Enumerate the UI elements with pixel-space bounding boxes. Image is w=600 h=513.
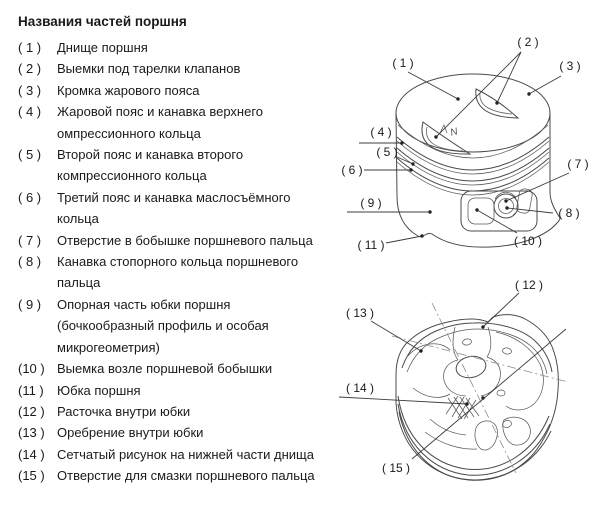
item-text-line: Юбка поршня — [57, 382, 141, 398]
callout-label-11: ( 11 ) — [357, 238, 385, 252]
callout-label-13: ( 13 ) — [345, 306, 375, 320]
item-text-line: микрогеометрия) — [57, 339, 160, 355]
callout-label-15: ( 15 ) — [381, 461, 411, 475]
center-axis-line — [432, 303, 516, 473]
item-number: (12 ) — [18, 403, 45, 419]
item-number: (15 ) — [18, 468, 45, 484]
callout-label-7: ( 7 ) — [567, 157, 589, 171]
item-number: ( 2 ) — [18, 61, 42, 77]
callout-label-10: ( 10 ) — [513, 234, 543, 248]
item-text-line: Расточка внутри юбки — [57, 403, 191, 419]
item-text-line: Днище поршня — [57, 40, 148, 55]
callout-label-12: ( 12 ) — [514, 278, 544, 292]
callout-label-4: ( 4 ) — [370, 125, 392, 139]
item-number: ( 3 ) — [18, 82, 42, 98]
callout-leader-lines — [339, 52, 569, 459]
item-number: ( 5 ) — [18, 147, 42, 163]
item-number: (13 ) — [18, 425, 45, 441]
item-number: (11 ) — [18, 382, 44, 398]
callout-label-1: ( 1 ) — [392, 56, 414, 70]
item-text-line: Выемка возле поршневой бобышки — [57, 361, 273, 377]
item-text-line: омпрессионного кольца — [57, 125, 201, 141]
callout-label-6: ( 6 ) — [341, 163, 363, 177]
item-text-line: Оребрение внутри юбки — [57, 425, 204, 441]
crown-engraving: N — [449, 126, 460, 139]
item-number: (10 ) — [18, 361, 45, 377]
item-text-line: Опорная часть юбки поршня — [57, 296, 231, 312]
item-number: ( 7 ) — [18, 232, 42, 248]
callout-label-2: ( 2 ) — [517, 35, 539, 49]
callout-label-8: ( 8 ) — [558, 206, 580, 220]
callout-label-9: ( 9 ) — [360, 196, 382, 210]
item-number: ( 8 ) — [18, 254, 42, 270]
item-text-line: Канавка стопорного кольца поршневого — [57, 254, 299, 270]
item-number: ( 1 ) — [18, 40, 42, 55]
item-text-line: Отверстие в бобышке поршневого пальца — [57, 232, 313, 248]
item-text-line: компрессионного кольца — [57, 168, 207, 184]
piston-top-view-drawing — [396, 74, 560, 247]
item-number: ( 6 ) — [18, 189, 42, 205]
callout-label-5: ( 5 ) — [376, 145, 398, 159]
item-text-line: (бочкообразный профиль и особая — [57, 318, 269, 334]
item-text-line: пальца — [57, 275, 101, 291]
item-number: ( 4 ) — [18, 104, 42, 120]
item-text-line: Отверстие для смазки поршневого пальца — [57, 468, 315, 484]
item-text-line: кольца — [57, 211, 99, 227]
mesh-pattern — [446, 396, 479, 419]
item-text-line: Выемки под тарелки клапанов — [57, 61, 241, 77]
item-text-line: Второй пояс и канавка второго — [57, 147, 244, 163]
item-text-line: Жаровой пояс и канавка верхнего — [57, 104, 264, 120]
page-title: Названия частей поршня — [18, 14, 187, 29]
item-number: (14 ) — [18, 446, 45, 462]
item-text-line: Сетчатый рисунок на нижней части днища — [57, 446, 314, 462]
item-text-line: Третий пояс и канавка маслосъёмного — [57, 189, 291, 205]
callout-label-14: ( 14 ) — [345, 381, 375, 395]
item-text-line: Кромка жарового пояса — [57, 82, 200, 98]
item-number: ( 9 ) — [18, 296, 42, 312]
callout-label-3: ( 3 ) — [559, 59, 581, 73]
